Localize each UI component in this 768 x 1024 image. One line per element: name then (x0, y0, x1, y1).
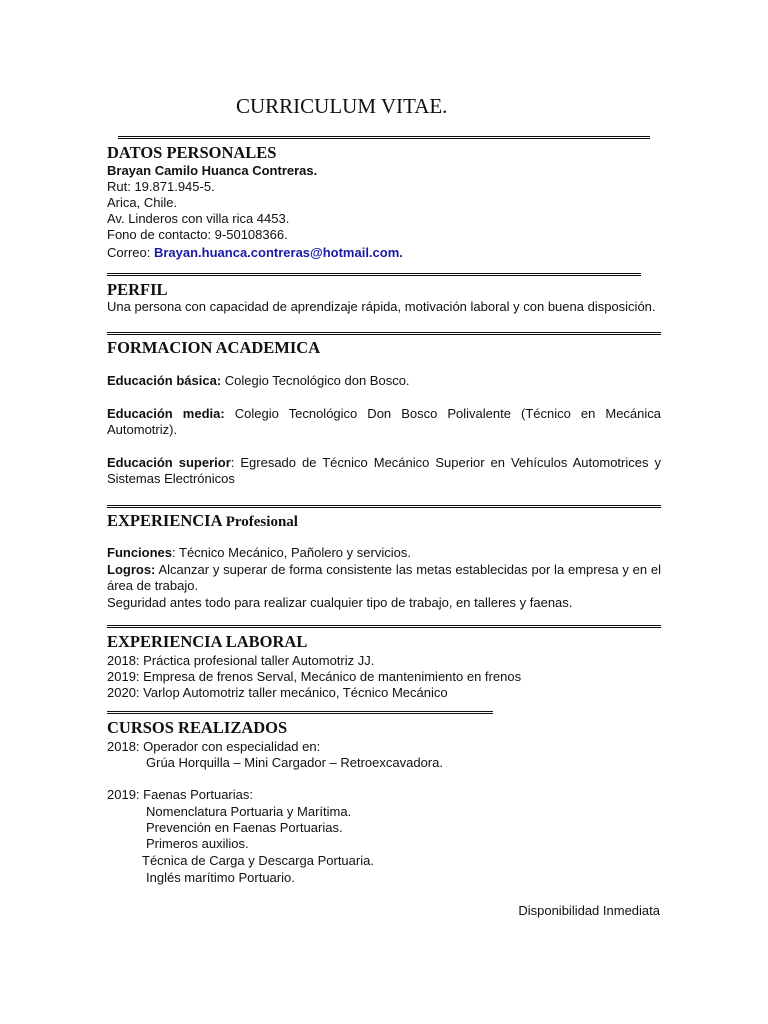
divider (107, 332, 661, 335)
address-line: Av. Linderos con villa rica 4453. (107, 211, 290, 226)
educacion-basica-label: Educación básica: (107, 373, 222, 388)
educacion-superior-label: Educación superior (107, 455, 231, 470)
heading-main: EXPERIENCIA (107, 511, 226, 530)
section-heading-experiencia-laboral: EXPERIENCIA LABORAL (107, 632, 308, 651)
educacion-basica-text: Colegio Tecnológico don Bosco. (221, 373, 410, 388)
city-line: Arica, Chile. (107, 195, 178, 210)
funciones-text: : Técnico Mecánico, Pañolero y servicios. (172, 545, 411, 560)
email-line (107, 245, 403, 261)
divider (107, 625, 661, 628)
educacion-superior (107, 455, 661, 487)
candidate-name: Brayan Camilo Huanca Contreras. (107, 163, 318, 178)
curso-2018: 2018: Operador con especialidad en: (107, 739, 321, 754)
logros-label: Logros: (107, 562, 156, 577)
section-heading-perfil: PERFIL (107, 280, 168, 299)
seguridad-line: Seguridad antes todo para realizar cualquier tipo de trabajo, en talleres y faenas. (107, 595, 573, 610)
educacion-media-label: Educación media: (107, 406, 225, 421)
perfil-text: Una persona con capacidad de aprendizaje rápida, motivación laboral y con buena disposición. (107, 299, 656, 314)
laboral-item: 2020: Varlop Automotriz taller mecánico, Técnico Mecánico (107, 685, 448, 700)
rut-line: Rut: 19.871.945-5. (107, 179, 215, 194)
curso-2019-item: Prevención en Faenas Portuarias. (146, 820, 343, 835)
laboral-item: 2019: Empresa de frenos Serval, Mecánico de mantenimiento en frenos (107, 669, 522, 684)
curso-2019-item: Inglés marítimo Portuario. (146, 870, 295, 885)
phone-line: Fono de contacto: 9-50108366. (107, 227, 288, 242)
curso-2019-item: Primeros auxilios. (146, 836, 249, 851)
divider (107, 505, 661, 508)
email-link[interactable]: Brayan.huanca.contreras@hotmail.com. (153, 245, 403, 260)
educacion-media (107, 406, 661, 438)
heading-sub: Profesional (225, 514, 298, 530)
laboral-item: 2018: Práctica profesional taller Automotriz JJ. (107, 653, 375, 668)
educacion-basica (107, 373, 410, 389)
email-label: Correo: (107, 245, 154, 260)
section-heading-formacion: FORMACION ACADEMICA (107, 338, 321, 357)
curso-2019-item: Nomenclatura Portuaria y Marítima. (146, 804, 352, 819)
divider (118, 136, 650, 139)
funciones-line (107, 545, 411, 561)
educacion-media-text: Colegio Tecnológico Don Bosco Polivalente (Técnico en Mecánica Automotriz). (107, 406, 662, 437)
document-title: CURRICULUM VITAE. (236, 94, 448, 118)
section-heading-cursos: CURSOS REALIZADOS (107, 718, 288, 737)
divider (107, 711, 493, 714)
section-heading-experiencia-profesional (107, 511, 298, 531)
curso-2019: 2019: Faenas Portuarias: (107, 787, 253, 802)
disponibilidad: Disponibilidad Inmediata (518, 903, 660, 918)
section-heading-datos-personales: DATOS PERSONALES (107, 143, 277, 162)
curso-2019-item: Técnica de Carga y Descarga Portuaria. (142, 853, 374, 868)
logros-text: Alcanzar y superar de forma consistente las metas establecidas por la empresa y en el área de trabajo. (107, 562, 661, 593)
curso-2018-detail: Grúa Horquilla – Mini Cargador – Retroexcavadora. (146, 755, 443, 770)
educacion-superior-text: : Egresado de Técnico Mecánico Superior en Vehículos Automotrices y Sistemas Electrónicos (107, 455, 661, 486)
logros-line (107, 562, 661, 594)
funciones-label: Funciones (107, 545, 173, 560)
divider (107, 273, 641, 276)
